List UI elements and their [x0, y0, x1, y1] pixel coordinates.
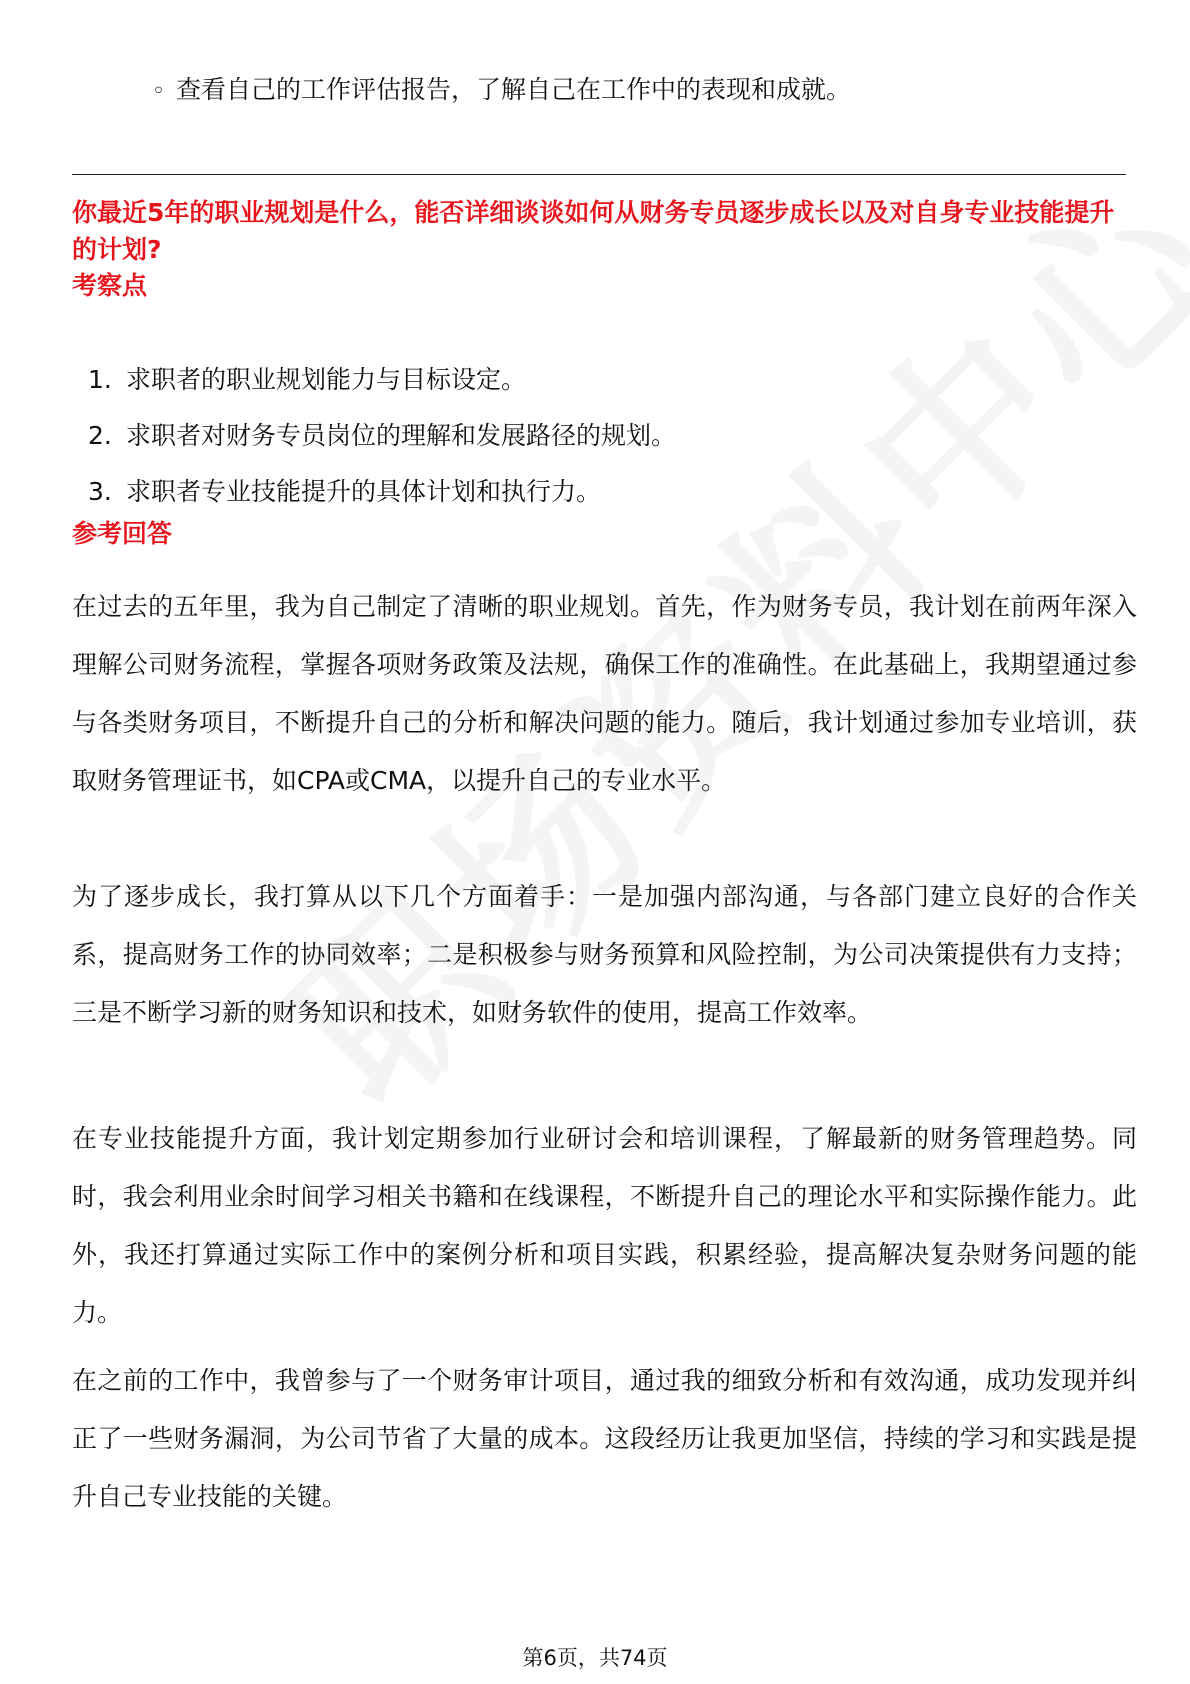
question-heading: 你最近5年的职业规划是什么，能否详细谈谈如何从财务专员逐步成长以及对自身专业技能提升的计划?	[72, 198, 1115, 264]
list-item-number: 1.	[88, 365, 112, 394]
top-bullet-item	[152, 70, 851, 112]
bullet-circle-icon: ◦	[152, 79, 165, 104]
list-item	[88, 362, 676, 418]
list-item-number: 2.	[88, 421, 112, 450]
answer-paragraph: 为了逐步成长，我打算从以下几个方面着手：一是加强内部沟通，与各部门建立良好的合作关系，提高财务工作的协同效率；二是积极参与财务预算和风险控制，为公司决策提供有力支持；三是不断学习新的财务知识和技术，如财务软件的使用，提高工作效率。	[72, 882, 1137, 1027]
list-item-text: 求职者专业技能提升的具体计划和执行力。	[126, 477, 602, 506]
assessment-title: 考察点	[72, 271, 148, 300]
list-item-text: 求职者对财务专员岗位的理解和发展路径的规划。	[126, 421, 677, 450]
list-item	[88, 418, 676, 474]
list-item-number: 3.	[88, 477, 112, 506]
list-item	[88, 474, 676, 530]
answer-paragraph: 在专业技能提升方面，我计划定期参加行业研讨会和培训课程，了解最新的财务管理趋势。同时，我会利用业余时间学习相关书籍和在线课程，不断提升自己的理论水平和实际操作能力。此外，我还打算通过实际工作中的案例分析和项目实践，积累经验，提高解决复杂财务问题的能力。	[72, 1124, 1137, 1327]
answer-paragraph: 在之前的工作中，我曾参与了一个财务审计项目，通过我的细致分析和有效沟通，成功发现并纠正了一些财务漏洞，为公司节省了大量的成本。这段经历让我更加坚信，持续的学习和实践是提升自己专业技能的关键。	[72, 1366, 1137, 1511]
list-item-text: 求职者的职业规划能力与目标设定。	[126, 365, 527, 394]
top-bullet-text: 查看自己的工作评估报告，了解自己在工作中的表现和成就。	[176, 75, 852, 104]
section-divider	[72, 174, 1126, 175]
answer-paragraph: 在过去的五年里，我为自己制定了清晰的职业规划。首先，作为财务专员，我计划在前两年深入理解公司财务流程，掌握各项财务政策及法规，确保工作的准确性。在此基础上，我期望通过参与各类财务项目，不断提升自己的分析和解决问题的能力。随后，我计划通过参加专业培训，获取财务管理证书，如CPA或CMA，以提升自己的专业水平。	[72, 592, 1137, 795]
page-number-footer: 第6页，共74页	[522, 1646, 668, 1670]
answer-title: 参考回答	[72, 519, 173, 548]
assessment-list	[88, 362, 676, 530]
